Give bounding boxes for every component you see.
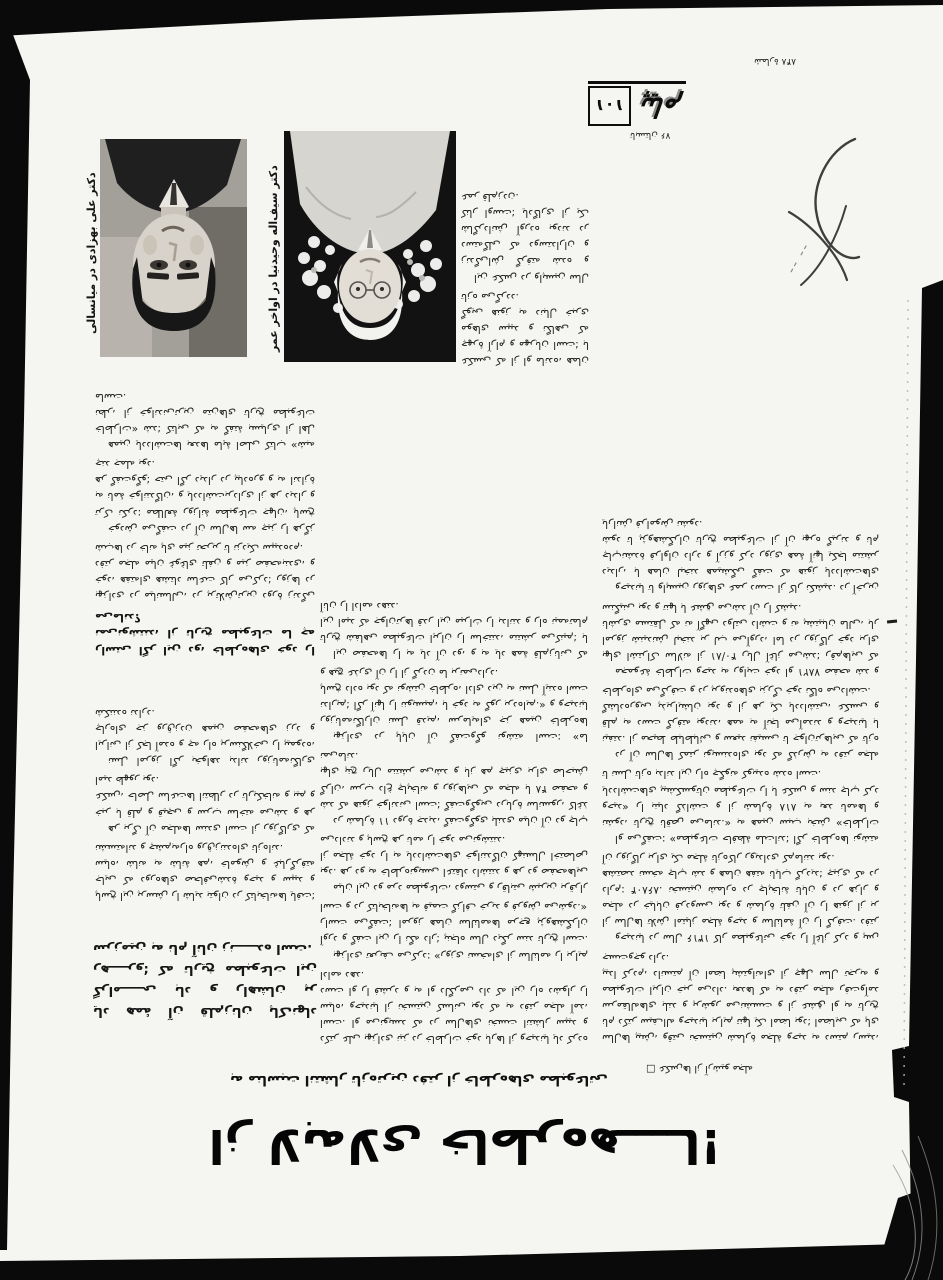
magazine-header [586, 56, 798, 140]
portrait-behzadi-image [100, 139, 247, 357]
paragraph: مجموعهٔ خاطرات وحید به روایت خود او ۷۸۲۱ صفحه شد و بهای اشتراک سالانه از ۴۰/۸۱ ریال آغاز می‌شد؛ رقم‌هایی که امروز شنیدنش لبخند بر لب می‌آورد، اما در روزگار خود برای ناشری مستقل که نه آگهی دولتی داشت و نه پشتیبان مالی، بار سنگینی بود و تنها با عشق می‌شد آن را کشید. [602, 601, 879, 678]
paragraph: این صفحه‌ها را به یاد آن دو، و به یاد همهٔ قلم‌زنانی که تاریخ شفاهی مطبوعات ایران را ساختند، منتشر می‌کنیم؛ با این امید که جوان‌ترها قدر این میراث را بدانند و راه نیمه‌تمام آنان را ادامه دهند. [320, 599, 588, 660]
paragraph: میان این دو مرد مطبوعات، دوستی و رقابتی شیرین برقرار بود. هر دو به خاطره‌نویسی اعتقاد داشتند و هر دو صفحه‌هایی از مجلهٔ خود را به یادداشت‌های خوانندگان کهنسال اختصاص می‌دادند و پاسخ هر نامه را خود می‌نوشتند. [320, 833, 588, 895]
scan-corner-blob [874, 1182, 943, 1280]
footer-headline-calligraphy: از لابه‌لای خاطره‌هــــا! [208, 1119, 722, 1173]
paragraph: هر برگ آن مجله‌ها سندی است از روزگاری که خبر با قلم و قیچی و سرب ساخته می‌شد و هر عکس، حاصل ساعت‌ها انتظار در تاریکخانه و بیم و امید ظهور بود. [95, 774, 315, 835]
photo-behzadi-caption: دکتر علی بهزادی در میانسالی [85, 172, 98, 334]
paragraph: در آن سال‌ها کمتر نویسنده‌ای بود که گذرش به دفتر مجله نیفتد. از محیط طباطبائی و سعید نفیسی تا جوان‌ترهایی که تازه قلم به دست گرفته بودند، همه به آنجا می‌آمدند و وحیدنیا با گشاده‌رویی پذیرایشان بود و از هر یک یادداشتی، عکسی و خاطره‌ای می‌گرفت و در پرونده‌های بزرگ خود نگاه می‌داشت. [602, 685, 879, 762]
page-fold-line [904, 300, 908, 1092]
photo-vahidnia-caption: دکتر سیف‌اله وحیدنیا در اواخر عمر [267, 165, 280, 352]
paper-crease-lines [893, 1136, 937, 1280]
paragraph: وحیدنیا تا واپسین روزهای عمر دست از کار نکشید. در آخرین دیدار، با همان لبخند همیشگی گفت که هنوز یادداشت‌های چاپ‌نشدهٔ فراوان دارد و آرزو کرد روزی همهٔ آنها یکجا منتشر شود تا پژوهشگران تاریخ مطبوعات از آن بهره گیرند و نام یارانش فراموش نشود. [602, 518, 879, 595]
paragraph: همین یادداشت‌ها بعدها مایهٔ اصلی کتاب «شبه خاطرات» شد؛ کتابی که به گفتهٔ بسیاری از اهل نظر، از خواندنی‌ترین متن‌های تاریخ مطبوعات ماست. [95, 390, 315, 452]
paragraph: این عکس در واپسین سال زندگی‌اش گرفته شده و دسته‌گلی که دوستداران و شاگردانش آورده بودند در کنار اوست؛ یادگاری از یک عمر قلم‌زدن. [461, 191, 589, 284]
paragraph: دکتر علی بهزادی نیز در خاطرات خود بارها از وحیدنیا یاد کرده است. او می‌نویسد که در سال‌های نخست انتشار سپید و سیاه، وحیدنیا از نخستین کسانی بود که به دفتر مجله آمد، دست او را فشرد و به او دلگرمی داد که این راه دشوار را ادامه دهد. [320, 968, 588, 1045]
paragraph: سال‌ها پیش، وقتی نخستین شمارهٔ مجلهٔ وحید به دستم رسید، نام دکتر سیف‌اله وحیدنیا برایم تنها یک امضا بود؛ امضایی که پای سرمقاله‌های بلند و پرشور می‌نشست و از عشق او به تاریخ مطبوعات ایران خبر می‌داد. بعدها که به دفتر مجله رفت‌وآمد پیدا کردم، دانستم آن امضا پشتوانه‌ای از چهل سال تجربه و جست‌وجو دارد. [602, 951, 879, 1044]
paragraph: نسل امروز اگر بخواهد بداند روزنامه‌نگاری ایرانی از کجا آمده و چه راه پرسنگلاخی را پیموده، چاره‌ای جز ورق‌زدن همین صفحه‌های زرد و شکننده ندارد. [95, 706, 315, 768]
subheading-note [95, 606, 315, 608]
footer-photo-credit: □ عکس‌ها از آرشیو مجله [646, 1063, 753, 1074]
article-column-left-lower [95, 660, 315, 904]
article-column-right [602, 140, 879, 1046]
header-date-line: تابستان ۷۶ [630, 130, 671, 140]
paragraph: در شمارهٔ ۱۱ دورهٔ جدید، گفت‌وگوی بلندی میان آن دو چاپ شد که هنوز خواندنی است؛ گفت‌وگویی دربارهٔ سانسور، کاغذ گران، سرب داغ چاپخانه و روزهایی که مجله با ۴۸ صفحه و بهای پنج ریال منتشر می‌شد و باز هم چیزی برای صاحبش نمی‌ماند. [320, 750, 588, 827]
portrait-vahidnia-image [284, 131, 456, 362]
article-column-middle-top [461, 139, 589, 369]
scan-edge-left [0, 0, 30, 1250]
magazine-logo: پیام [639, 91, 684, 122]
paragraph: عکسی که از او مانده، همان چهرهٔ آرام و مهربان است؛ با موهای سپید و نگاهی که گویی هنوز به دنبال خبری تازه می‌گردد. [461, 290, 589, 367]
page-number-box [588, 86, 631, 126]
paragraph: وحیدنیا در سال ۱۳۱۶ کار مطبوعاتی خود را آغاز کرد و پس از سال‌ها تلاش امتیاز مجلهٔ وحید و سالنامهٔ آن را گرفت. دفتر مجله در خیابان فردوسی بود و شمارهٔ تلفن آن را هنوز از بر دارم: ۸۶۸۰۴. نخستین شماره در چاپخانهٔ تابان و در هزار و هشتصد نسخه چاپ شد و همان هفته نایاب گردید؛ چیزی که در آن روزگار برای یک مجلهٔ تازه‌کار رویدادی کم‌مانند بود. [602, 851, 879, 945]
scan-edge-right [892, 280, 943, 1280]
article-subheading [95, 606, 315, 658]
paragraph: خودش می‌گفت در آن سال‌ها سه چیز را هرگز ترک نکرد: مطالعهٔ روزانهٔ مطبوعات جهان، پاسخ به نامهٔ خوانندگان، و یادداشت‌برداری از هر دیدار و هر گفت‌وگو؛ حتی اگر دیدار در پیاده‌رو و به اندازهٔ چند جمله بود. [95, 458, 315, 535]
header-issue-line: شمارهٔ ۸۴۸ [754, 56, 796, 66]
margin-dash-mark [887, 619, 897, 623]
logo-row [588, 81, 686, 126]
photo-vahidnia [284, 131, 456, 362]
article-column-middle [320, 371, 588, 1047]
paragraph: بهزادی تعریف می‌کرد: «روزی نسخه‌ای از سالنامه را برایم آورد و گفت این را نگه دار؛ پنجاه سال دیگر سند تاریخ است. راست می‌گفت؛ امروز همان سالنامه‌ها مرجع پژوهشگران است و در کتابخانه‌ها به قیمت گزاف خرید و فروش می‌شود.» [320, 901, 588, 962]
subheading-question: راستی اگر این دو، خاطره‌های خود را نمی‌نوشتند، از تاریخ مطبوعات ما چه می‌ماند؟ [95, 611, 315, 657]
scan-edge-bottom [0, 1243, 943, 1280]
article-column-left-upper [95, 366, 315, 604]
article-closing-lines: یاد همهٔ آن قلم‌زنان پاک‌نهاد گرامـــــی باد و راهشان پر رهــــرو؛ که تاریخ مطبوعات این سرزمین به نام آنان زنـــــده است. [93, 941, 317, 1019]
photo-behzadi [100, 139, 247, 357]
scan-edge-top [0, 0, 943, 36]
paragraph: بهزادی در پایان آن گفت‌وگو نوشته است: «ما روزنامه‌نگاران نسل قدیم، سرمایه‌ای جز همین خاطره‌ها نداریم؛ اگر آنها را ننویسیم، با خود به گور برده‌ایم.» و وحیدنیا پاسخ داده بود که نوشتن خاطره، ادای دین به نسل آینده است و هیچ عذری آن را از گردن ما برنمی‌دارد. [320, 666, 588, 744]
paragraph: او می‌گفت: «مطبوعات حافظهٔ ملت‌اند؛ اگر خاطره‌ها نوشته نشود، تاریخ ناقص می‌ماند.» به همین سبب بخش «خاطرات وحید» را بنیاد گذاشت و از شمارهٔ ۸۱۸ به بعد نامه‌ها و یادداشت‌های پیشکسوتان مطبوعات را با عکس و سند چاپ کرد تا نسل تازه بداند این راه چگونه کوبیده شده است. [602, 768, 879, 845]
paragraph: بهزادی در میانسالی، در پرتلاش‌ترین دورهٔ زندگی خود، هفته‌ای هشتاد ساعت کار می‌کرد؛ روزها در دفتر مجله میان غوغای تلفن و میز صفحه‌بندی، و شب‌ها در خانه پای میز تحریر تا نزدیک سپیده‌دم. [95, 541, 315, 602]
paragraph: پاسخ این پرسش را شاید بتوان در کتابخانه‌ها یافت؛ جایی که دوره‌های صحافی‌شدهٔ وحید و سپید و سیاه، شانه به شانهٔ هم، خاموش و غبارگرفته نشسته‌اند و چشم‌به‌راه ورق‌زننده‌ای تازه‌اند. [95, 841, 315, 902]
page-number: ۱۰۱ [595, 96, 625, 116]
footer-subtitle: به مناسبت انتشار تازه‌ترین دفتر از خاطره‌های مطبوعاتی [230, 1072, 608, 1088]
